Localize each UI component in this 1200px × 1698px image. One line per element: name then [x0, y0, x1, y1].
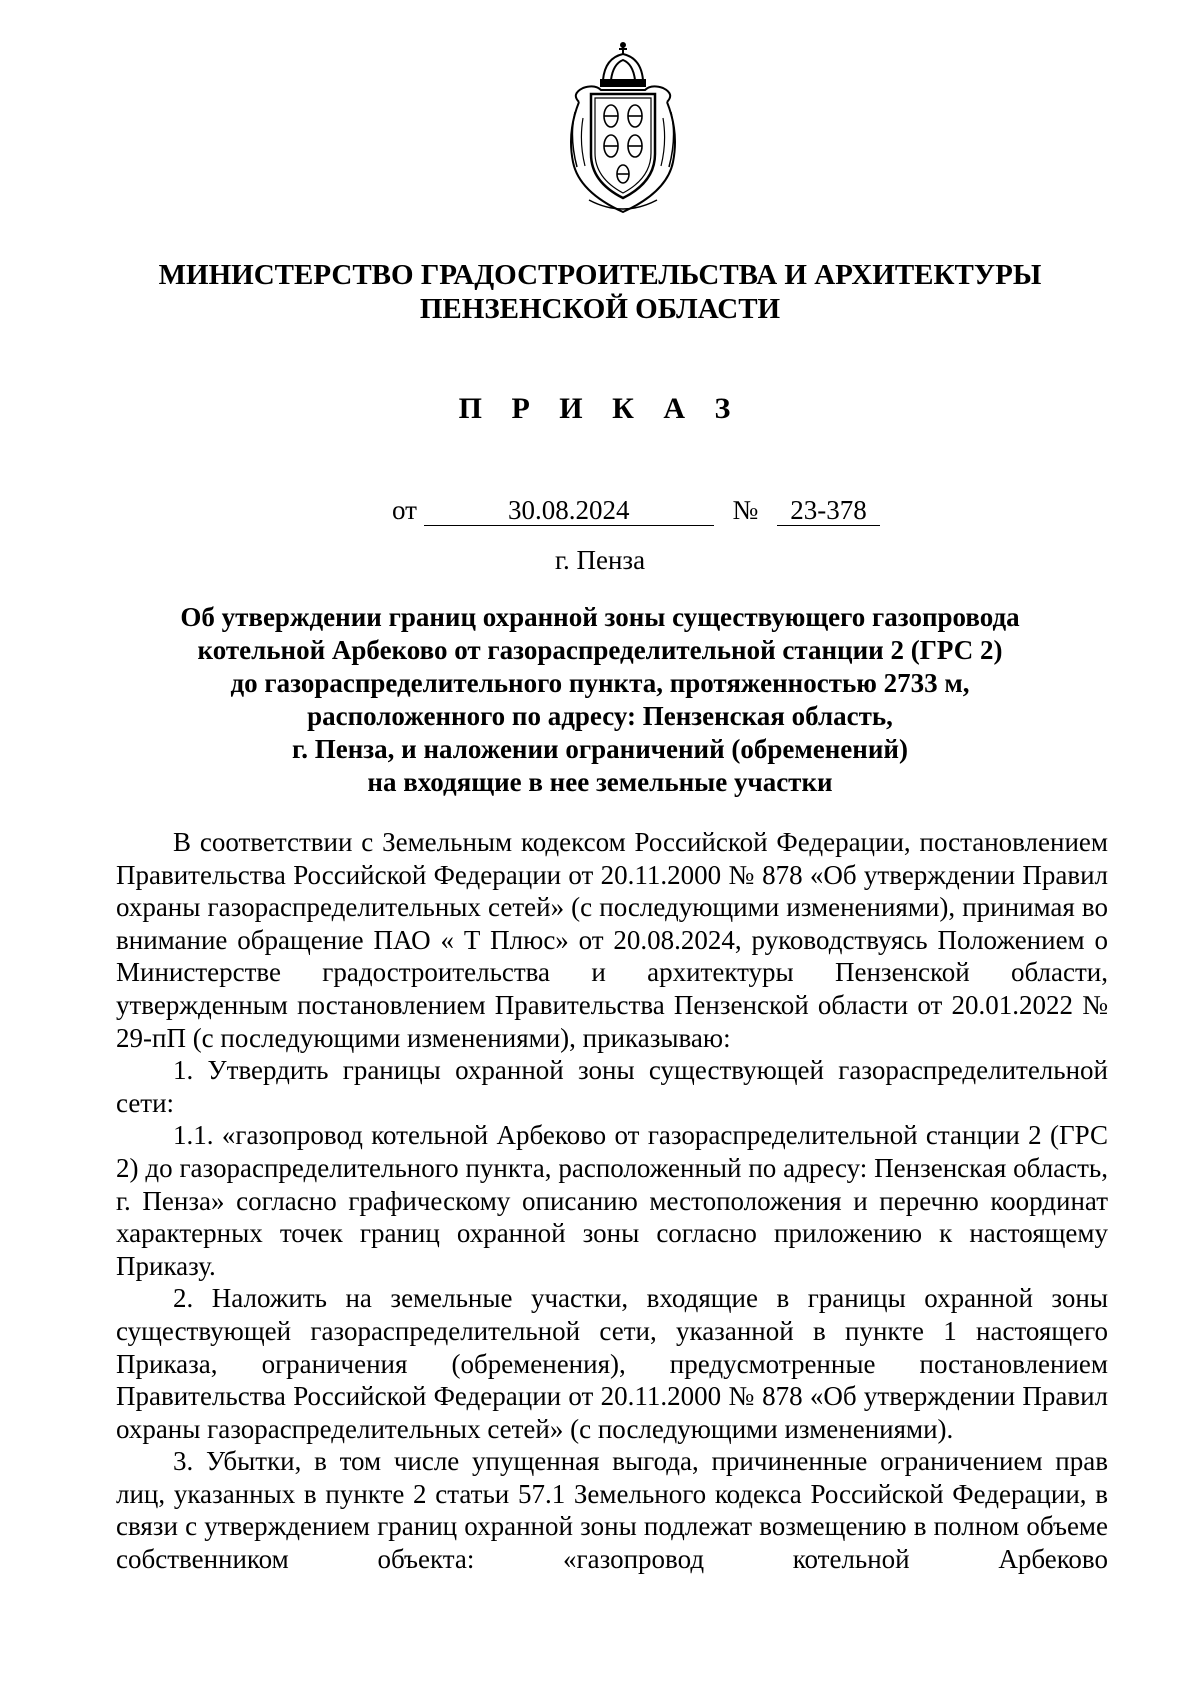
date-prefix: от	[392, 495, 417, 525]
city: г. Пенза	[554, 545, 646, 575]
ministry-name	[0, 258, 1200, 326]
document-type: П Р И К А З	[458, 392, 742, 425]
subject-line: Об утверждении границ охранной зоны существующего газопровода	[180, 602, 1020, 632]
subject-line: котельной Арбеково от газораспределительной станции 2 (ГРС 2)	[197, 635, 1003, 665]
subject-line: до газораспределительного пункта, протяженностью 2733 м,	[230, 668, 970, 698]
body-paragraph-item-2: 2. Наложить на земельные участки, входящие в границы охранной зоны существующей газораспределительной сети, указанной в пункте 1 настоящего Приказа, ограничения (обременения), предусмотренные постановлением Правительства Российской Федерации от 20.11.2000 № 878 «Об утверждении Правил охраны газораспределительных сетей» (с последующими изменениями).	[116, 1283, 1108, 1444]
number-prefix: №	[732, 495, 759, 525]
body-paragraph-item-1: 1. Утвердить границы охранной зоны существующей газораспределительной сети:	[116, 1055, 1108, 1118]
subject-line: расположенного по адресу: Пензенская область,	[307, 701, 893, 731]
subject-line: на входящие в нее земельные участки	[367, 767, 833, 797]
body-paragraph-item-1-1: 1.1. «газопровод котельной Арбеково от газораспределительной станции 2 (ГРС 2) до газораспределительного пункта, расположенный по адресу: Пензенская область, г. Пенза» согласно графическому описанию местоположения и перечню координат характерных точек границ охранной зоны согласно приложению к настоящему Приказу.	[116, 1120, 1108, 1281]
document-body	[116, 826, 1108, 1576]
coat-of-arms-icon	[561, 42, 685, 216]
document-date: 30.08.2024	[424, 495, 714, 526]
subject-line: г. Пенза, и наложении ограничений (обременений)	[292, 734, 908, 764]
document-number: 23-378	[777, 495, 880, 526]
date-number-line	[392, 495, 880, 526]
ministry-name-line-1: МИНИСТЕРСТВО ГРАДОСТРОИТЕЛЬСТВА И АРХИТЕКТУРЫ	[158, 259, 1042, 291]
body-paragraph-preamble: В соответствии с Земельным кодексом Российской Федерации, постановлением Правительства Российской Федерации от 20.11.2000 № 878 «Об утверждении Правил охраны газораспределительных сетей» (с последующими изменениями), принимая во внимание обращение ПАО « Т Плюс» от 20.08.2024, руководствуясь Положением о Министерстве градостроительства и архитектуры Пензенской области, утвержденным постановлением Правительства Пензенской области от 20.01.2022 № 29-пП (с последующими изменениями), приказываю:	[116, 827, 1108, 1053]
body-paragraph-item-3: 3. Убытки, в том числе упущенная выгода, причиненные ограничением прав лиц, указанных в пункте 2 статьи 57.1 Земельного кодекса Российской Федерации, в связи с утверждением границ охранной зоны подлежат возмещению в полном объеме собственником объекта: «газопровод котельной Арбеково	[116, 1446, 1108, 1575]
ministry-name-line-2: ПЕНЗЕНСКОЙ ОБЛАСТИ	[419, 293, 781, 325]
document-subject	[0, 601, 1200, 799]
